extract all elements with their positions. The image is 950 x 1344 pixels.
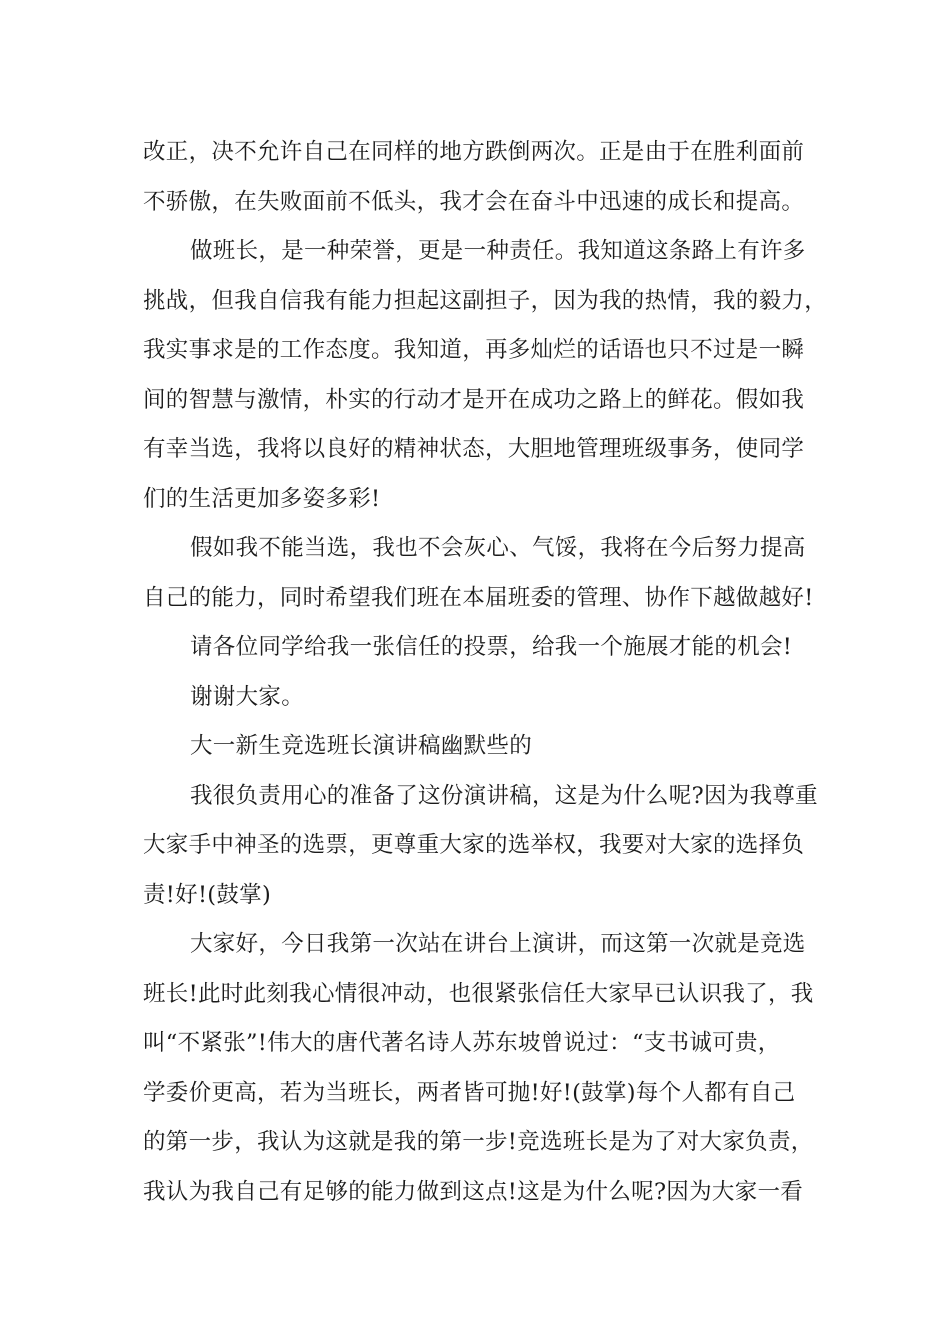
text-line: 的第一步，我认为这就是我的第一步!竞选班长是为了对大家负责， (143, 1129, 814, 1155)
text-line: 自己的能力，同时希望我们班在本届班委的管理、协作下越做越好! (143, 584, 814, 611)
text-line: 学委价更高，若为当班长，两者皆可抛!好!(鼓掌)每个人都有自己 (143, 1079, 796, 1106)
text-line: 我认为我自己有足够的能力做到这点!这是为什么呢?因为大家一看 (143, 1178, 804, 1205)
paragraph-start: 谢谢大家。 (190, 683, 305, 710)
text-line: 不骄傲，在失败面前不低头，我才会在奋斗中迅速的成长和提高。 (143, 188, 805, 215)
text-line: 叫“不紧张”!伟大的唐代著名诗人苏东坡曾说过：“支书诚可贵， (143, 1030, 781, 1056)
paragraph-start: 做班长，是一种荣誉，更是一种责任。我知道这条路上有许多 (190, 238, 806, 264)
text-line: 有幸当选，我将以良好的精神状态，大胆地管理班级事务，使同学 (143, 436, 805, 462)
text-line: 班长!此时此刻我心情很冲动，也很紧张信任大家早已认识我了，我 (143, 980, 814, 1007)
paragraph-start: 大家好，今日我第一次站在讲台上演讲，而这第一次就是竞选 (190, 931, 806, 957)
paragraph-start: 我很负责用心的准备了这份演讲稿，这是为什么呢?因为我尊重 (190, 782, 818, 809)
text-line: 们的生活更加多姿多彩! (143, 485, 381, 512)
text-line: 大家手中神圣的选票，更尊重大家的选举权，我要对大家的选择负 (143, 832, 805, 858)
paragraph-start: 假如我不能当选，我也不会灰心、气馁，我将在今后努力提高 (190, 535, 806, 561)
text-line: 责!好!(鼓掌) (143, 881, 272, 908)
text-line: 间的智慧与激情，朴实的行动才是开在成功之路上的鲜花。假如我 (143, 386, 805, 413)
paragraph-start: 请各位同学给我一张信任的投票，给我一个施展才能的机会! (190, 634, 793, 660)
text-line: 我实事求是的工作态度。我知道，再多灿烂的话语也只不过是一瞬 (143, 337, 805, 363)
text-line: 改正，决不允许自己在同样的地方跌倒两次。正是由于在胜利面前 (143, 139, 805, 165)
document-body (143, 128, 828, 1217)
section-heading: 大一新生竞选班长演讲稿幽默些的 (190, 733, 533, 759)
text-line: 挑战，但我自信我有能力担起这副担子，因为我的热情，我的毅力， (143, 287, 828, 314)
